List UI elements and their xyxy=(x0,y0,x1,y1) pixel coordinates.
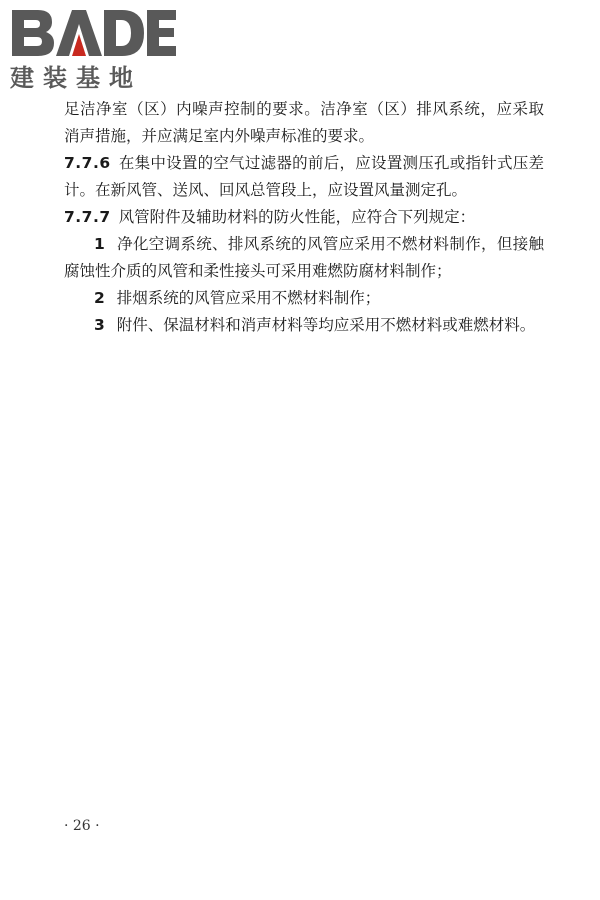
clause-number: 7.7.7 xyxy=(64,208,111,226)
bade-logo-icon xyxy=(8,6,178,90)
document-body xyxy=(64,96,544,339)
list-item-text: 附件、保温材料和消声材料等均应采用不燃材料或难燃材料。 xyxy=(116,316,536,334)
bade-logo xyxy=(8,6,178,90)
clause-7-7-6 xyxy=(64,150,544,204)
clause-number: 7.7.6 xyxy=(64,154,111,172)
clause-text: 在集中设置的空气过滤器的前后，应设置测压孔或指针式压差计。在新风管、送风、回风总管段上，应设置风量测定孔。 xyxy=(64,154,544,199)
list-item-number: 2 xyxy=(94,289,105,307)
clause-text: 风管附件及辅助材料的防火性能，应符合下列规定： xyxy=(118,208,476,226)
list-item-text: 净化空调系统、排风系统的风管应采用不燃材料制作，但接触腐蚀性介质的风管和柔性接头可采用难燃防腐材料制作； xyxy=(64,235,544,280)
logo-chinese-text: 建装基地 xyxy=(10,64,142,90)
list-item-text: 排烟系统的风管应采用不燃材料制作； xyxy=(116,289,381,307)
list-item-number: 1 xyxy=(94,235,105,253)
page-number: · 26 · xyxy=(64,818,100,834)
list-item-number: 3 xyxy=(94,316,105,334)
list-item xyxy=(64,312,544,339)
continuation-paragraph: 足洁净室（区）内噪声控制的要求。洁净室（区）排风系统，应采取消声措施，并应满足室内外噪声标准的要求。 xyxy=(64,100,544,145)
list-item xyxy=(64,231,544,285)
list-item xyxy=(64,285,544,312)
clause-7-7-7 xyxy=(64,204,544,231)
